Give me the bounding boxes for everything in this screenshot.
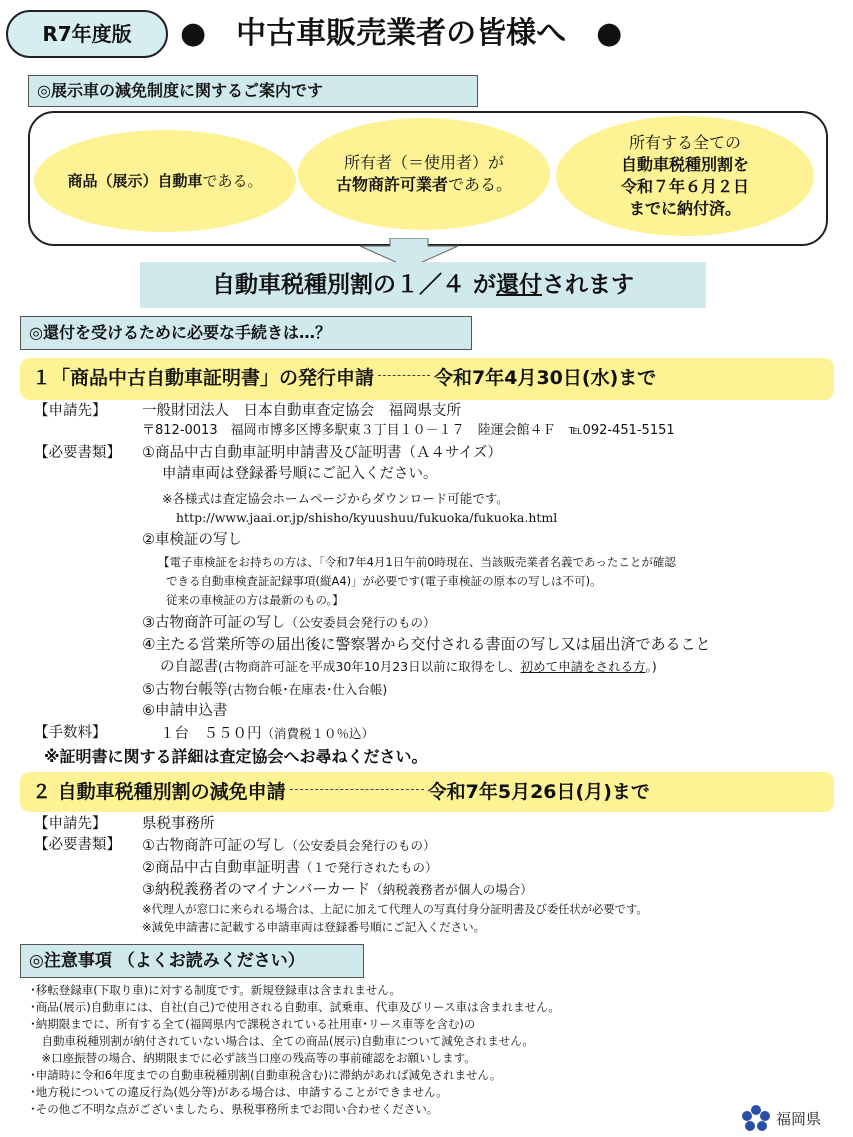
step2-leader (290, 789, 424, 790)
note-item: ･納期限までに、所有する全て(福岡県内で課税されている社用車･リース車等を含む)の (30, 1017, 476, 1031)
condition-1-tail: である。 (202, 172, 263, 190)
step1-doc4-underline: 初めて申請をされる方 (520, 659, 646, 674)
step1-fee-label: 【手数料】 (34, 725, 107, 741)
note-item: ･その他ご不明な点がございましたら、県税事務所までお問い合わせください。 (30, 1102, 439, 1116)
refund-text-post: されます (542, 272, 634, 298)
step2-doc1-sub: （公安委員会発行のもの） (285, 838, 436, 853)
condition-oval-2 (298, 118, 550, 230)
step1-doc3 (142, 613, 436, 633)
step2-doc3-sub: （納税義務者が個人の場合） (370, 882, 533, 897)
refund-text-underlined: 還付 (496, 272, 542, 298)
section-heading-exhibit: ◎展示車の減免制度に関するご案内です (28, 75, 478, 107)
refund-text-pre: 自動車税種別割の１／４ が (211, 272, 496, 298)
step1-destination-address: 〒812-0013 福岡市博多区博多駅東３丁目１０－１７ 陸運会館４Ｆ ℡092-451-5151 (142, 423, 675, 438)
step1-destination-label: 【申請先】 (34, 403, 107, 419)
step1-doc1: ①商品中古自動車証明申請書及び証明書（Ａ４サイズ） (142, 445, 502, 461)
page-title: ● 中古車販売業者の皆様へ ● (180, 16, 623, 51)
step2-doc3-main: ③納税義務者のマイナンバーカード (142, 882, 371, 898)
note-item: ･移転登録車(下取り車)に対する制度です。新規登録車は含まれません。 (30, 983, 401, 997)
step2-doc2 (142, 858, 438, 878)
step1-banner (20, 358, 834, 400)
note-item: ･商品(展示)自動車には、自社(自己)で使用される自動車、試乗車、代車及びリース車は含まれません。 (30, 1000, 560, 1014)
step2-title: ２ 自動車税種別割の減免申請 (32, 781, 286, 803)
refund-banner (140, 262, 706, 308)
step1-doc4-main: の自認書 (160, 659, 218, 675)
step1-doc3-main: ③古物商許可証の写し (142, 615, 286, 631)
section-heading-notes: ◎注意事項 （よくお読みください） (20, 944, 364, 978)
step2-doc2-sub: （１で発行されたもの） (300, 860, 438, 875)
condition-2-line1: 所有者（＝使用者）が (343, 153, 504, 172)
step2-doc2-main: ②商品中古自動車証明書 (142, 860, 300, 876)
step2-doc1 (142, 836, 436, 856)
step1-doc5-sub: (古物台帳･在庫表･仕入台帳) (227, 682, 388, 697)
step2-note1: ※代理人が窓口に来られる場合は、上記に加えて代理人の写真付身分証明書及び委任状が必要です。 (142, 903, 648, 916)
step1-destination-name: 一般財団法人 日本自動車査定協会 福岡県支所 (142, 403, 461, 419)
condition-3-line2: 自動車税種別割を (620, 155, 749, 174)
condition-3-line1: 所有する全ての (628, 133, 741, 152)
step1-doc2-note1: 【電子車検証をお持ちの方は、「令和7年4月1日午前0時現在、当該販売業者名義であったことが確認 (158, 555, 676, 569)
prefecture-logo (740, 1104, 850, 1132)
step2-destination-name: 県税事務所 (142, 816, 215, 832)
plum-blossom-icon (740, 1104, 772, 1132)
step1-fee (160, 724, 374, 744)
step1-doc4-end: 。) (645, 659, 657, 674)
step1-doc2: ②車検証の写し (142, 532, 242, 548)
condition-2-bold: 古物商許可業者 (335, 175, 448, 194)
step1-fee-tax: （消費税１０％込） (261, 726, 375, 741)
condition-3-line3: 令和７年６月２日 (620, 177, 749, 196)
logo-text: 福岡県 (776, 1109, 822, 1128)
step1-doc2-note2: できる自動車検査証記録事項(縦A4)」が必要です(電子車検証の原本の写しは不可)。 (166, 574, 602, 588)
section-heading-procedure: ◎還付を受けるために必要な手続きは…？ (20, 316, 472, 350)
step1-doc1-note2: ※各様式は査定協会ホームページからダウンロード可能です。 (162, 491, 509, 506)
step1-doc1-note: 申請車両は登録番号順にご記入ください。 (162, 466, 438, 482)
note-item: ･申請時に令和6年度までの自動車税種別割(自動車税含む)に滞納があれば減免されません。 (30, 1068, 502, 1082)
note-item: ※口座振替の場合、納期限までに必ず該当口座の残高等の事前確認をお願いします。 (30, 1051, 476, 1065)
step2-doc1-main: ①古物商許可証の写し (142, 838, 286, 854)
step2-note2: ※減免申請書に記載する申請車両は登録番号順にご記入ください。 (142, 920, 486, 934)
condition-1-bold: 商品（展示）自動車 (67, 172, 203, 190)
step1-doc2-note3: 従来の車検証の方は最新のもの。】 (166, 593, 344, 607)
step1-doc3-sub: （公安委員会発行のもの） (285, 615, 436, 630)
edition-badge: R7年度版 (6, 10, 168, 58)
step1-doc4-line1: ④主たる営業所等の届出後に警察署から交付される書面の写し又は届出済であること (142, 635, 711, 653)
step1-note: ※証明書に関する詳細は査定協会へお尋ねください。 (44, 747, 428, 766)
step1-doc1-url[interactable]: http://www.jaai.or.jp/shisho/kyuushuu/fukuoka/fukuoka.html (176, 510, 558, 525)
condition-2-tail: である。 (448, 175, 513, 194)
step1-fee-value: １台 ５５０円 (160, 726, 262, 742)
step1-doc5 (142, 680, 387, 700)
step1-doc6: ⑥申請申込書 (142, 703, 228, 719)
note-item: ･地方税についての違反行為(処分等)がある場合は、申請することができません。 (30, 1085, 448, 1099)
step1-deadline: 令和7年4月30日(水)まで (434, 367, 657, 389)
step2-doc3 (142, 880, 533, 900)
step2-docs-label: 【必要書類】 (34, 837, 121, 853)
notes-list (30, 982, 560, 1118)
step2-destination-label: 【申請先】 (34, 816, 107, 832)
condition-3-line4: までに納付済。 (628, 199, 741, 218)
step1-leader (378, 375, 430, 376)
step1-doc4-line2 (160, 657, 657, 677)
step1-doc4-paren: (古物商許可証を平成30年10月23日以前に取得をし、 (218, 659, 521, 674)
condition-oval-1 (34, 130, 296, 232)
step1-docs-label: 【必要書類】 (34, 445, 121, 461)
condition-oval-3 (556, 116, 814, 236)
step1-title: １「商品中古自動車証明書」の発行申請 (32, 367, 375, 389)
step2-banner (20, 772, 834, 812)
step2-deadline: 令和7年5月26日(月)まで (427, 781, 650, 803)
note-item: 自動車税種別割が納付されていない場合は、全ての商品(展示)自動車について減免されません。 (30, 1034, 534, 1048)
step1-doc5-main: ⑤古物台帳等 (142, 682, 228, 698)
